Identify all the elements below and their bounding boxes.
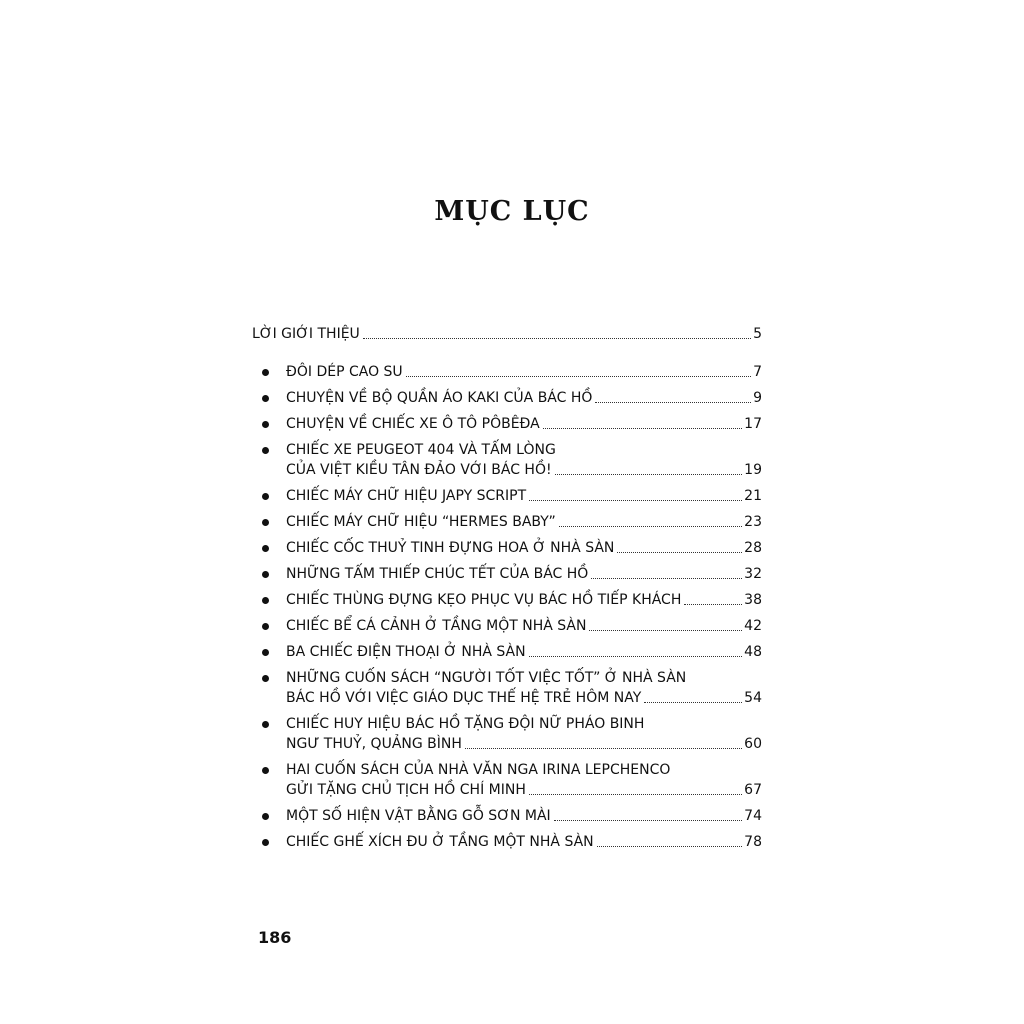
- dot-leader: [589, 630, 742, 631]
- bullet-icon: [262, 623, 269, 630]
- toc-entry: [252, 512, 762, 532]
- bullet-icon: [262, 767, 269, 774]
- table-of-contents: [252, 318, 762, 858]
- toc-entry-title-line: BA CHIẾC ĐIỆN THOẠI Ở NHÀ SÀN: [286, 644, 526, 660]
- toc-entry-title-line: CHIẾC BỂ CÁ CẢNH Ở TẦNG MỘT NHÀ SÀN: [286, 618, 587, 634]
- toc-entry-page: 28: [744, 540, 762, 556]
- toc-entry: [252, 590, 762, 610]
- bullet-icon: [262, 571, 269, 578]
- toc-entry: [252, 440, 762, 480]
- toc-entry-title-line: NHỮNG CUỐN SÁCH “NGƯỜI TỐT VIỆC TỐT” Ở NHÀ SÀN: [286, 670, 687, 686]
- bullet-icon: [262, 493, 269, 500]
- dot-leader: [597, 846, 743, 847]
- toc-intro-entry: [252, 318, 762, 344]
- toc-entry-title-line: CHIẾC MÁY CHỮ HIỆU JAPY SCRIPT: [286, 488, 527, 504]
- dot-leader: [595, 402, 751, 403]
- bullet-icon: [262, 447, 269, 454]
- bullet-icon: [262, 813, 269, 820]
- toc-entry-page: 19: [744, 462, 762, 478]
- toc-entry-page: 74: [744, 808, 762, 824]
- toc-entry-title-line: NGƯ THUỶ, QUẢNG BÌNH: [286, 736, 462, 752]
- toc-entry-title-line: GỬI TẶNG CHỦ TỊCH HỒ CHÍ MINH: [286, 782, 526, 798]
- toc-entry-page: 7: [753, 364, 762, 380]
- toc-intro-title: LỜI GIỚI THIỆU: [252, 326, 360, 342]
- toc-entry-title-line: CHIẾC MÁY CHỮ HIỆU “HERMES BABY”: [286, 514, 556, 530]
- toc-entry-page: 17: [744, 416, 762, 432]
- toc-entry-page: 21: [744, 488, 762, 504]
- toc-entry: [252, 642, 762, 662]
- toc-entry-page: 42: [744, 618, 762, 634]
- toc-entry: [252, 668, 762, 708]
- page-number: 186: [258, 928, 292, 947]
- dot-leader: [406, 376, 751, 377]
- bullet-icon: [262, 421, 269, 428]
- dot-leader: [555, 474, 743, 475]
- dot-leader: [554, 820, 742, 821]
- toc-entry: [252, 616, 762, 636]
- toc-entry-title-line: HAI CUỐN SÁCH CỦA NHÀ VĂN NGA IRINA LEPCHENCO: [286, 762, 671, 778]
- toc-entry-page: 48: [744, 644, 762, 660]
- toc-entry: [252, 564, 762, 584]
- dot-leader: [465, 748, 742, 749]
- bullet-icon: [262, 545, 269, 552]
- dot-leader: [684, 604, 742, 605]
- toc-entry: [252, 714, 762, 754]
- bullet-icon: [262, 649, 269, 656]
- toc-intro-page: 5: [753, 326, 762, 342]
- bullet-icon: [262, 839, 269, 846]
- toc-entry: [252, 486, 762, 506]
- toc-entry-page: 67: [744, 782, 762, 798]
- toc-entry: [252, 538, 762, 558]
- dot-leader: [363, 338, 751, 339]
- toc-entry-title-line: CHIẾC HUY HIỆU BÁC HỒ TẶNG ĐỘI NỮ PHÁO BINH: [286, 716, 645, 732]
- bullet-icon: [262, 675, 269, 682]
- toc-entry: [252, 414, 762, 434]
- toc-entry: [252, 806, 762, 826]
- toc-entry-title-line: CHUYỆN VỀ BỘ QUẦN ÁO KAKI CỦA BÁC HỒ: [286, 390, 593, 406]
- toc-entry: [252, 388, 762, 408]
- toc-entry-title-line: CHIẾC CỐC THUỶ TINH ĐỰNG HOA Ở NHÀ SÀN: [286, 540, 615, 556]
- toc-entry-title-line: CỦA VIỆT KIỀU TÂN ĐẢO VỚI BÁC HỒ!: [286, 462, 552, 478]
- toc-entry-page: 9: [753, 390, 762, 406]
- dot-leader: [529, 794, 742, 795]
- dot-leader: [529, 500, 742, 501]
- toc-entry: [252, 760, 762, 800]
- bullet-icon: [262, 721, 269, 728]
- bullet-icon: [262, 519, 269, 526]
- toc-entry-page: 60: [744, 736, 762, 752]
- toc-entry: [252, 832, 762, 852]
- toc-entry-title-line: CHIẾC THÙNG ĐỰNG KẸO PHỤC VỤ BÁC HỒ TIẾP KHÁCH: [286, 592, 682, 608]
- dot-leader: [644, 702, 742, 703]
- toc-entry-page: 23: [744, 514, 762, 530]
- dot-leader: [543, 428, 742, 429]
- dot-leader: [529, 656, 743, 657]
- dot-leader: [617, 552, 742, 553]
- dot-leader: [559, 526, 742, 527]
- toc-entry-title-line: BÁC HỒ VỚI VIỆC GIÁO DỤC THẾ HỆ TRẺ HÔM NAY: [286, 690, 642, 706]
- toc-entry-title-line: CHUYỆN VỀ CHIẾC XE Ô TÔ PÔBÊĐA: [286, 416, 540, 432]
- toc-entry-title-line: NHỮNG TẤM THIẾP CHÚC TẾT CỦA BÁC HỒ: [286, 566, 589, 582]
- toc-entry-title-line: CHIẾC GHẾ XÍCH ĐU Ở TẦNG MỘT NHÀ SÀN: [286, 834, 594, 850]
- bullet-icon: [262, 369, 269, 376]
- toc-entry-page: 54: [744, 690, 762, 706]
- toc-entry-title-line: ĐÔI DÉP CAO SU: [286, 364, 403, 380]
- page-title: MỤC LỤC: [434, 196, 590, 227]
- toc-entry: [252, 362, 762, 382]
- toc-entry-title-line: CHIẾC XE PEUGEOT 404 VÀ TẤM LÒNG: [286, 442, 556, 458]
- toc-entry-page: 32: [744, 566, 762, 582]
- toc-entry-page: 38: [744, 592, 762, 608]
- toc-entry-title-line: MỘT SỐ HIỆN VẬT BẰNG GỖ SƠN MÀI: [286, 808, 551, 824]
- dot-leader: [591, 578, 742, 579]
- bullet-icon: [262, 597, 269, 604]
- bullet-icon: [262, 395, 269, 402]
- toc-entry-page: 78: [744, 834, 762, 850]
